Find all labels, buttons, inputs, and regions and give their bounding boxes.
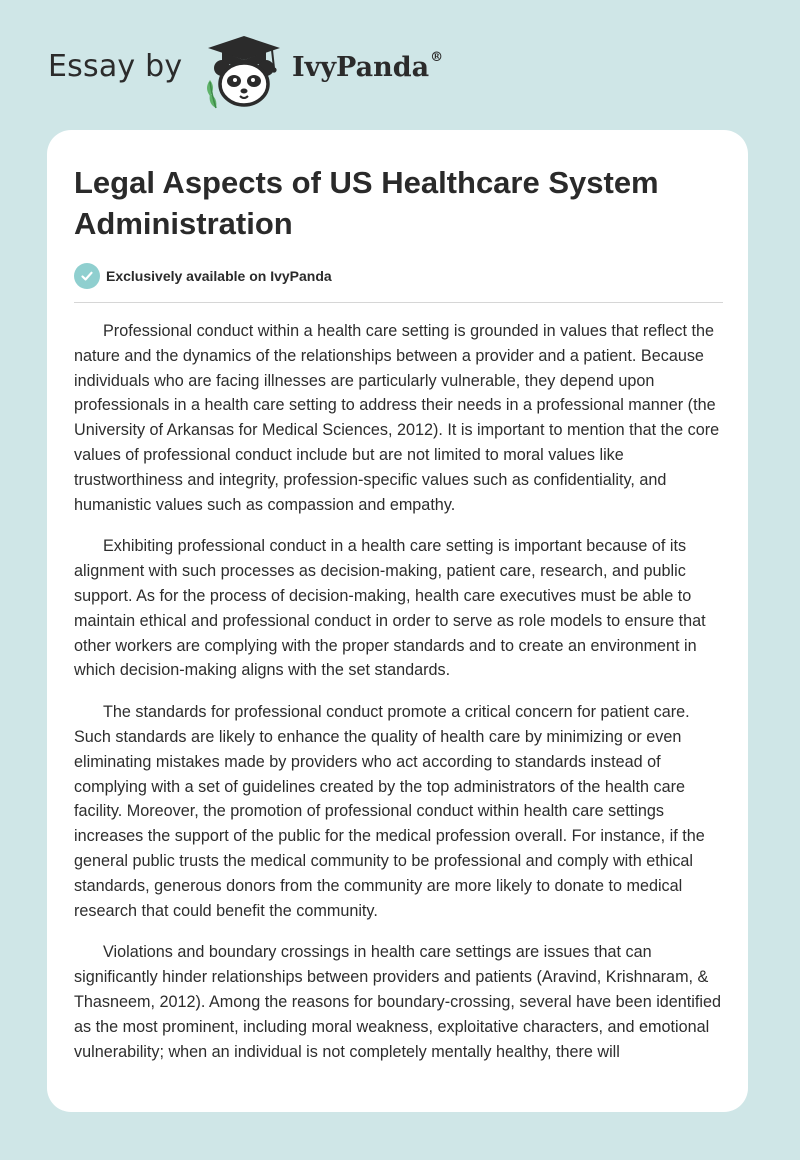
panda-logo-icon[interactable] [200,34,286,110]
exclusive-badge [74,263,332,289]
exclusive-badge-label: Exclusively available on IvyPanda [106,268,332,284]
paragraph: Violations and boundary crossings in health care settings are issues that can significantly hinder relationships between providers and patients (Aravind, Krishnaram, & Thasneem, 2012). Among the reasons for boundary-crossing, several have been identified as the most prominent, including moral weakness, exploitative characters, and emotional vulnerability; when an individual is not completely mentally healthy, there will [74,943,721,1061]
essay-card [47,130,748,1112]
site-header [0,0,800,130]
paragraph: The standards for professional conduct promote a critical concern for patient care. Such standards are likely to enhance the quality of health care by minimizing or even eliminating mistakes made by providers who act according to standards instead of complying with a set of guidelines created by the top administrators of the health care facility. Moreover, the promotion of professional conduct within health care settings increases the support of the public for the medical profession overall. For instance, if the general public trusts the medical community to be professional and comply with ethical standards, generous donors from the community are more likely to donate to medical research that could benefit the community. [74,703,705,920]
title-divider [74,302,723,303]
check-circle-icon [74,263,100,289]
essay-by-label: Essay by [48,49,183,84]
paragraph: Professional conduct within a health care setting is grounded in values that reflect the nature and the dynamics of the relationships between a provider and a patient. Because individuals who are facing illnesses are particularly vulnerable, they depend upon professionals in a health care setting to address their needs in a professional manner (the University of Arkansas for Medical Sciences, 2012). It is important to mention that the core values of professional conduct include but are not limited to moral values like trustworthiness and integrity, profession-specific values such as confidentiality, and humanistic values such as compassion and empathy. [74,322,720,514]
brand-text: IvyPanda [292,52,430,83]
page-title: Legal Aspects of US Healthcare System Administration [74,165,659,241]
registered-mark: ® [430,50,444,65]
paragraph: Exhibiting professional conduct in a health care setting is important because of its alignment with such processes as decision-making, patient care, research, and public support. As for the process of decision-making, health care executives must be able to maintain ethical and professional conduct in order to serve as role models to ensure that other workers are complying with the proper standards and to create an environment in which decision-making aligns with the set standards. [74,537,706,680]
brand-name[interactable] [292,52,443,83]
essay-body [74,319,724,1081]
